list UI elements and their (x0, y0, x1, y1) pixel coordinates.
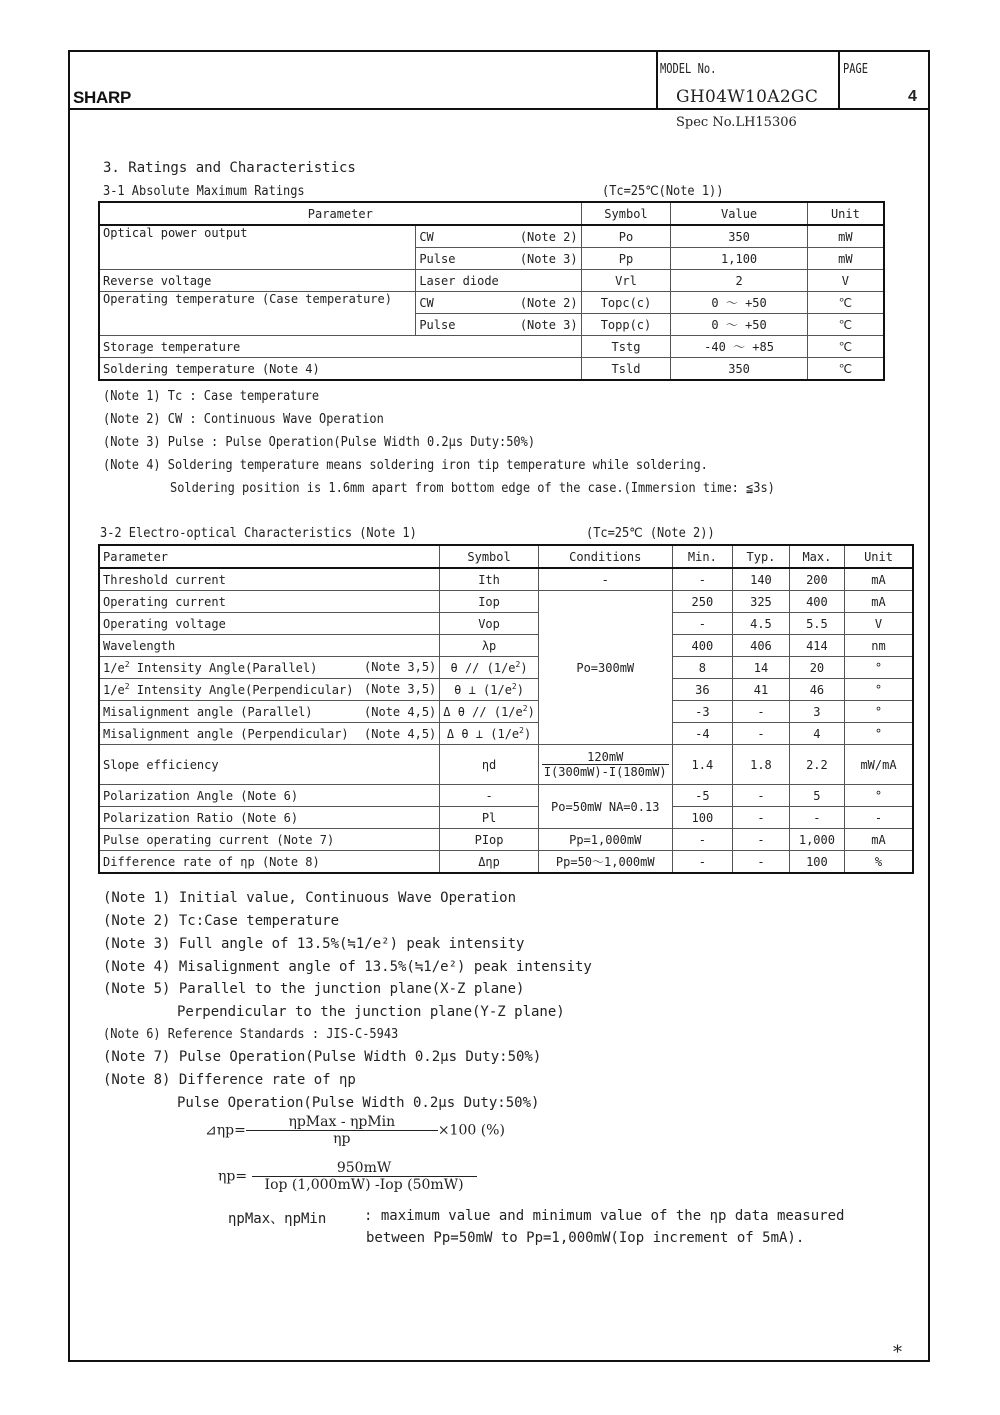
header-divider (68, 108, 930, 110)
table-row: Polarization Ratio (Note 6) Pl 100 - - - (99, 807, 913, 829)
eo-note-6: (Note 6) Reference Standards : JIS-C-5943 (103, 1027, 399, 1042)
absolute-max-ratings-table (98, 201, 885, 381)
page-label: PAGE (843, 62, 869, 77)
header-cell: Value (671, 202, 807, 225)
table-header-row: Parameter Symbol Conditions Min. Typ. Max. Unit (99, 545, 913, 568)
eo-note-8-cont: Pulse Operation(Pulse Width 0.2μs Duty:50%) (177, 1095, 540, 1111)
table-row: Threshold current Ith - - 140 200 mA (99, 568, 913, 591)
header-cell: Parameter (99, 202, 581, 225)
abs-max-condition: (Tc=25℃(Note 1)) (602, 184, 724, 199)
table-row: Pulse (Note 3) Pp 1,100 mW (99, 248, 884, 270)
definition-text-1: : maximum value and minimum value of the ηp data measured (364, 1208, 845, 1224)
eo-note-7: (Note 7) Pulse Operation(Pulse Width 0.2μs Duty:50%) (103, 1049, 542, 1065)
table-row: Misalignment angle (Parallel) (Note 4,5) Δ θ // $(1/e^2)$ -3 - 3 ° (99, 701, 913, 723)
table-row: Storage temperature Tstg -40 ～ +85 ℃ (99, 336, 884, 358)
table-row: Operating current Iop Po=300mW 250 325 400 mA (99, 591, 913, 613)
formula-eta-p: ηp= $\frac{950mW}{\text{Iop (1,000mW) -Iop (50mW)}}$ (218, 1160, 477, 1193)
definition-term: ηpMax、ηpMin (228, 1211, 327, 1227)
eo-note-3: (Note 3) Full angle of 13.5%(≒1/e²) peak intensity (103, 936, 525, 952)
table-row: $1/e^2$ Intensity Angle(Parallel) (Note 3,5) θ // $(1/e^2)$ 8 14 20 ° (99, 657, 913, 679)
table-row: Wavelength λp 400 406 414 nm (99, 635, 913, 657)
table-row: Operating voltage Vop - 4.5 5.5 V (99, 613, 913, 635)
eo-note-5: (Note 5) Parallel to the junction plane(X-Z plane) (103, 981, 525, 997)
table-row: Difference rate of ηp (Note 8) Δηp Pp=50～1,000mW - - 100 % (99, 851, 913, 874)
definition-text-2: between Pp=50mW to Pp=1,000mW(Iop increment of 5mA). (366, 1230, 805, 1246)
table-row: $1/e^2$ Intensity Angle(Perpendicular) (Note 3,5) θ ⊥ $(1/e^2)$ 36 41 46 ° (99, 679, 913, 701)
formula-difference-rate: ⊿ηp= $\frac{\text{ηpMax - ηpMin}}{\eta p}$ ×100 (%) (205, 1114, 505, 1147)
slope-fraction: $\frac{120mW}{I(300mW)-I(180mW)}$ (543, 750, 667, 779)
eo-note-4: (Note 4) Misalignment angle of 13.5%(≒1/e²) peak intensity (103, 959, 592, 975)
table-row: Misalignment angle (Perpendicular) (Note 4,5) Δ θ ⊥ $(1/e^2)$ -4 - 4 ° (99, 723, 913, 745)
header-cell: Unit (807, 202, 884, 225)
table-row: Optical power output CW (Note 2) Po 350 mW (99, 225, 884, 248)
abs-max-title: 3-1 Absolute Maximum Ratings (103, 184, 305, 199)
model-number: GH04W10A2GC (676, 87, 819, 107)
table-header-row (99, 202, 884, 225)
abs-note-3: (Note 3) Pulse : Pulse Operation(Pulse Width 0.2μs Duty:50%) (103, 435, 536, 450)
eo-note-1: (Note 1) Initial value, Continuous Wave Operation (103, 890, 517, 906)
abs-note-1: (Note 1) Tc : Case temperature (103, 389, 320, 404)
header-cell: Symbol (581, 202, 671, 225)
table-row: Pulse operating current (Note 7) PIop Pp=1,000mW - - 1,000 mA (99, 829, 913, 851)
eo-note-8: (Note 8) Difference rate of ηp (103, 1072, 356, 1088)
table-row: Operating temperature (Case temperature) CW (Note 2) Topc(c) 0 ～ +50 ℃ (99, 292, 884, 314)
table-row: Reverse voltage Laser diode Vrl 2 V (99, 270, 884, 292)
spec-number: Spec No.LH15306 (676, 115, 797, 130)
eo-note-2: (Note 2) Tc:Case temperature (103, 913, 340, 929)
abs-note-4: (Note 4) Soldering temperature means soldering iron tip temperature while soldering. (103, 458, 708, 473)
table-row: Pulse (Note 3) Topp(c) 0 ～ +50 ℃ (99, 314, 884, 336)
model-label: MODEL No. (660, 62, 717, 77)
abs-note-2: (Note 2) CW : Continuous Wave Operation (103, 412, 384, 427)
table-row: Slope efficiency ηd $\frac{120mW}{I(300mW)-I(180mW)}$ 1.4 1.8 2.2 mW/mA (99, 745, 913, 785)
sharp-logo: SHARP (73, 88, 132, 107)
abs-note-4-cont: Soldering position is 1.6mm apart from bottom edge of the case.(Immersion time: ≦3s) (170, 481, 775, 496)
electro-optical-table (98, 544, 914, 874)
revision-mark: * (893, 1342, 902, 1363)
eo-title: 3-2 Electro-optical Characteristics (Note 1) (100, 526, 417, 541)
eo-note-5-cont: Perpendicular to the junction plane(Y-Z plane) (177, 1004, 565, 1020)
table-row: Soldering temperature (Note 4) Tsld 350 ℃ (99, 358, 884, 381)
section-title: 3. Ratings and Characteristics (103, 160, 356, 176)
table-row: Polarization Angle (Note 6) - Po=50mW NA=0.13 -5 - 5 ° (99, 785, 913, 807)
page-number: 4 (908, 88, 917, 105)
eo-condition: (Tc=25℃ (Note 2)) (586, 526, 715, 541)
